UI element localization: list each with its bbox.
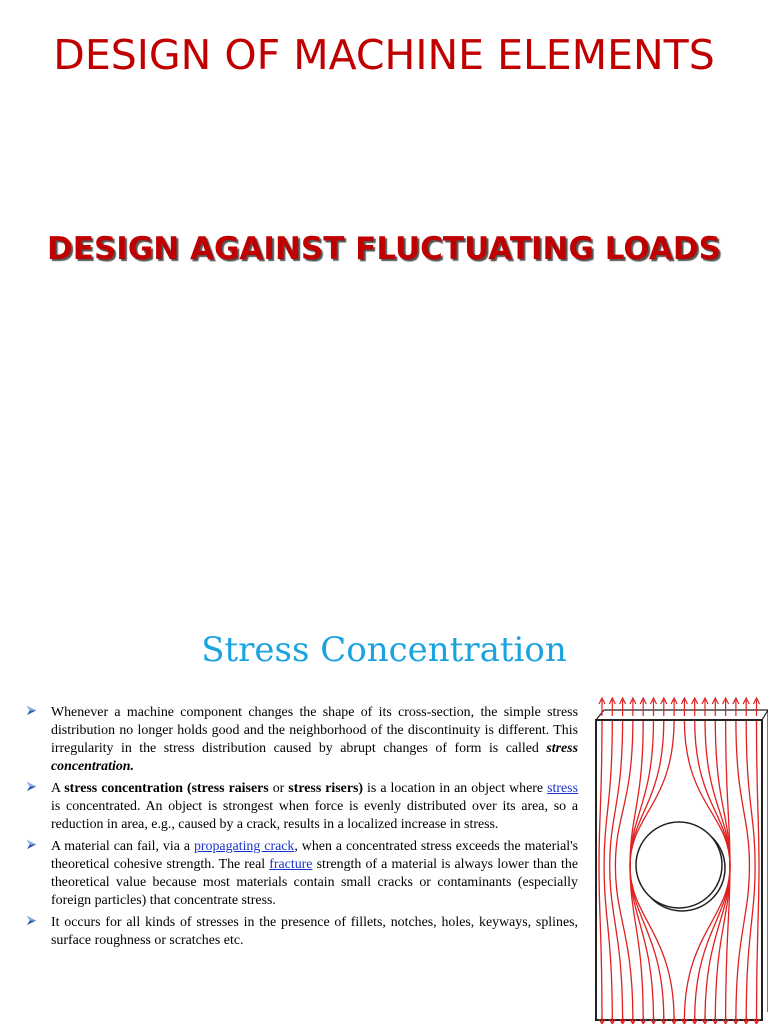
load-arrow-top	[743, 698, 749, 716]
bullet-text: It occurs for all kinds of stresses in the presence of fillets, notches, holes, keyways, splines, surface roughness or scratches etc.	[51, 915, 578, 948]
load-arrow-bottom	[599, 1016, 605, 1024]
hole-edge-front	[636, 822, 722, 908]
bullet-item-3	[26, 838, 578, 910]
stress-flow-diagram	[592, 694, 768, 1024]
load-arrow-bottom	[743, 1016, 749, 1024]
content-slide	[0, 600, 768, 1024]
fracture-link[interactable]: fracture	[269, 857, 313, 872]
flow-line	[746, 720, 755, 1020]
bullet-text: A material can fail, via a	[51, 839, 194, 854]
load-arrow-bottom	[661, 1016, 667, 1024]
load-arrow-top	[702, 698, 708, 716]
load-arrow-top	[754, 698, 760, 716]
flow-line	[757, 720, 760, 1020]
load-arrow-top	[661, 698, 667, 716]
load-arrow-top	[671, 698, 677, 716]
load-arrow-bottom	[712, 1016, 718, 1024]
arrow-bullet-icon	[26, 781, 37, 792]
bullet-text: strength of a material is always lower than the theoretical value because most materials contain small cracks or contaminants (especially foreign particles) that concentrate stress.	[51, 857, 578, 908]
bullet-text: Whenever a machine component changes the shape of its cross-section, the simple stress distribution no longer holds good and the neighborhood of the discontinuity is different. This irregularity in the stress distribution caused by abrupt changes of form is called	[51, 705, 578, 756]
load-arrow-bottom	[692, 1016, 698, 1024]
load-arrow-bottom	[640, 1016, 646, 1024]
load-arrow-top	[620, 698, 626, 716]
plate-depth-corner	[762, 710, 768, 720]
load-arrow-bottom	[733, 1016, 739, 1024]
bullet-item-4	[26, 914, 578, 950]
plate-depth-top	[596, 710, 604, 720]
load-arrow-bottom	[702, 1016, 708, 1024]
flow-line	[599, 720, 602, 1020]
bullet-text: is a location in an object where	[363, 781, 548, 796]
bold-italic-term: stress concentration.	[51, 741, 578, 774]
load-arrow-bottom	[671, 1016, 677, 1024]
slide-title: Stress Concentration	[201, 630, 567, 670]
load-arrow-top	[712, 698, 718, 716]
load-arrow-bottom	[620, 1016, 626, 1024]
load-arrow-top	[723, 698, 729, 716]
stress-link[interactable]: stress	[547, 781, 578, 796]
load-arrow-bottom	[754, 1016, 760, 1024]
arrow-bullet-icon	[26, 839, 37, 850]
bullet-item-1	[26, 704, 578, 776]
load-arrow-top	[651, 698, 657, 716]
load-arrow-bottom	[630, 1016, 636, 1024]
flow-line	[726, 720, 730, 1020]
bold-term: stress risers)	[288, 781, 364, 796]
load-arrow-top	[733, 698, 739, 716]
load-arrow-top	[692, 698, 698, 716]
load-arrow-top	[681, 698, 687, 716]
load-arrow-bottom	[651, 1016, 657, 1024]
subtitle: DESIGN AGAINST FLUCTUATING LOADS	[47, 231, 721, 267]
hole	[636, 822, 725, 911]
load-arrow-top	[630, 698, 636, 716]
propagating-crack-link[interactable]: propagating crack	[193, 839, 295, 854]
load-arrow-top	[609, 698, 615, 716]
bold-term: stress concentration (stress raisers	[64, 781, 269, 796]
arrow-bullet-icon	[26, 915, 37, 926]
arrow-bullet-icon	[26, 705, 37, 716]
flow-line	[604, 720, 612, 1020]
load-arrow-top	[640, 698, 646, 716]
bullet-text: is concentrated. An object is strongest when force is evenly distributed over its area, so a reduction in area, e.g., caused by a crack, results in a localized increase in stress.	[51, 799, 578, 832]
bullet-text: A	[51, 781, 65, 796]
bullet-item-2	[26, 780, 578, 834]
load-arrow-top	[599, 698, 605, 716]
bullet-text: or	[268, 781, 289, 796]
main-title: DESIGN OF MACHINE ELEMENTS	[53, 31, 715, 79]
load-arrow-bottom	[609, 1016, 615, 1024]
load-arrow-bottom	[681, 1016, 687, 1024]
bullet-list	[26, 704, 578, 954]
load-arrow-bottom	[723, 1016, 729, 1024]
bullet-text: , when a concentrated stress exceeds the material's theoretical cohesive strength. The real	[51, 839, 579, 872]
